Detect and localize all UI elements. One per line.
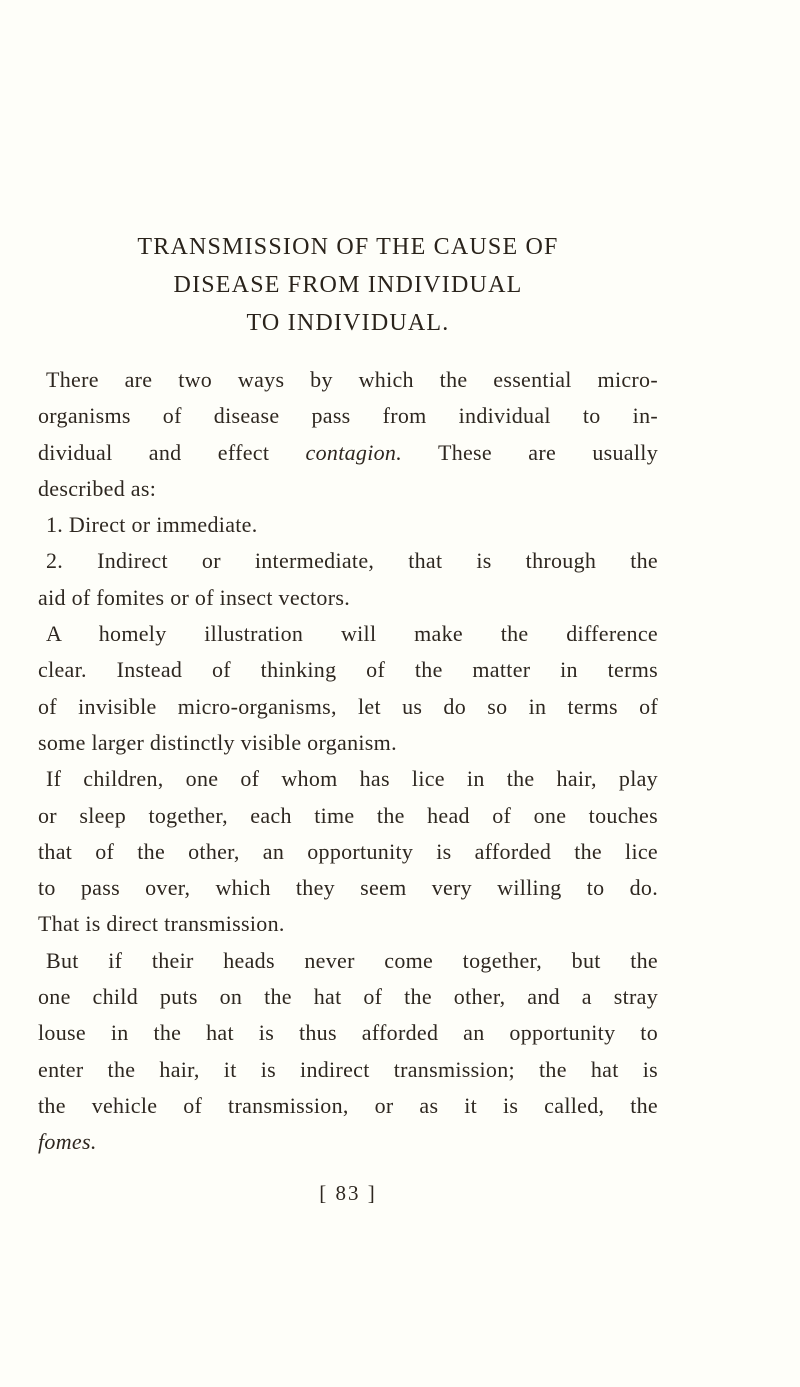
text-run: A homely illustration will make the difference (46, 621, 658, 647)
paragraph (38, 362, 658, 507)
text-line (38, 543, 658, 579)
text-line (38, 1088, 658, 1124)
text-run: some larger distinctly visible organism. (38, 729, 397, 755)
text-run: organisms of disease pass from individual to in- (38, 403, 658, 429)
chapter-heading (38, 228, 658, 342)
heading-line: TRANSMISSION OF THE CAUSE OF (137, 234, 559, 260)
text-line (38, 471, 658, 507)
italic-term: fomes. (38, 1129, 97, 1155)
text-run: aid of fomites or of insect vectors. (38, 584, 350, 610)
text-run: described as: (38, 475, 157, 501)
text-line (38, 725, 658, 761)
text-line (38, 1124, 658, 1160)
paragraph (38, 543, 658, 616)
body-text (38, 362, 658, 1161)
text-run: That is direct transmission. (38, 911, 285, 937)
text-run: 1. Direct or immediate. (46, 512, 258, 538)
text-line (38, 398, 658, 434)
text-line (38, 798, 658, 834)
text-run: There are two ways by which the essential micro- (46, 367, 658, 392)
paragraph (38, 761, 658, 942)
italic-term: contagion. (305, 439, 403, 465)
text-run: one child puts on the hat of the other, and a stray (38, 984, 658, 1010)
text-run: of invisible micro-organisms, let us do so in terms of (38, 693, 658, 719)
page-number: [ 83 ] (319, 1181, 377, 1205)
text-line (38, 435, 658, 471)
text-run: These are usually (402, 439, 658, 465)
text-run: If children, one of whom has lice in the hair, play (46, 766, 658, 792)
paragraph (38, 943, 658, 1161)
text-run: to pass over, which they seem very willing to do. (38, 875, 658, 901)
text-line (38, 1052, 658, 1088)
text-run: But if their heads never come together, but the (46, 947, 658, 973)
paragraph (38, 507, 658, 543)
text-line (38, 689, 658, 725)
text-line (38, 761, 658, 797)
text-line (38, 1015, 658, 1051)
text-line (38, 362, 658, 398)
heading-line: TO INDIVIDUAL. (246, 310, 450, 336)
text-line (38, 616, 658, 652)
text-line (38, 906, 658, 942)
text-run: that of the other, an opportunity is afforded the lice (38, 838, 658, 864)
text-run: enter the hair, it is indirect transmission; the hat is (38, 1056, 658, 1082)
text-line (38, 834, 658, 870)
text-line (38, 870, 658, 906)
text-line (38, 507, 658, 543)
text-run: clear. Instead of thinking of the matter in terms (38, 657, 658, 683)
text-line (38, 652, 658, 688)
text-run: louse in the hat is thus afforded an opportunity to (38, 1020, 658, 1046)
text-line (38, 979, 658, 1015)
paragraph (38, 616, 658, 761)
heading-line: DISEASE FROM INDIVIDUAL (173, 272, 523, 298)
text-run: dividual and effect (38, 439, 306, 465)
text-run: or sleep together, each time the head of one touches (38, 802, 658, 828)
text-line (38, 943, 658, 979)
text-line (38, 580, 658, 616)
text-run: the vehicle of transmission, or as it is called, the (38, 1092, 658, 1118)
text-run: 2. Indirect or intermediate, that is through the (46, 548, 658, 574)
